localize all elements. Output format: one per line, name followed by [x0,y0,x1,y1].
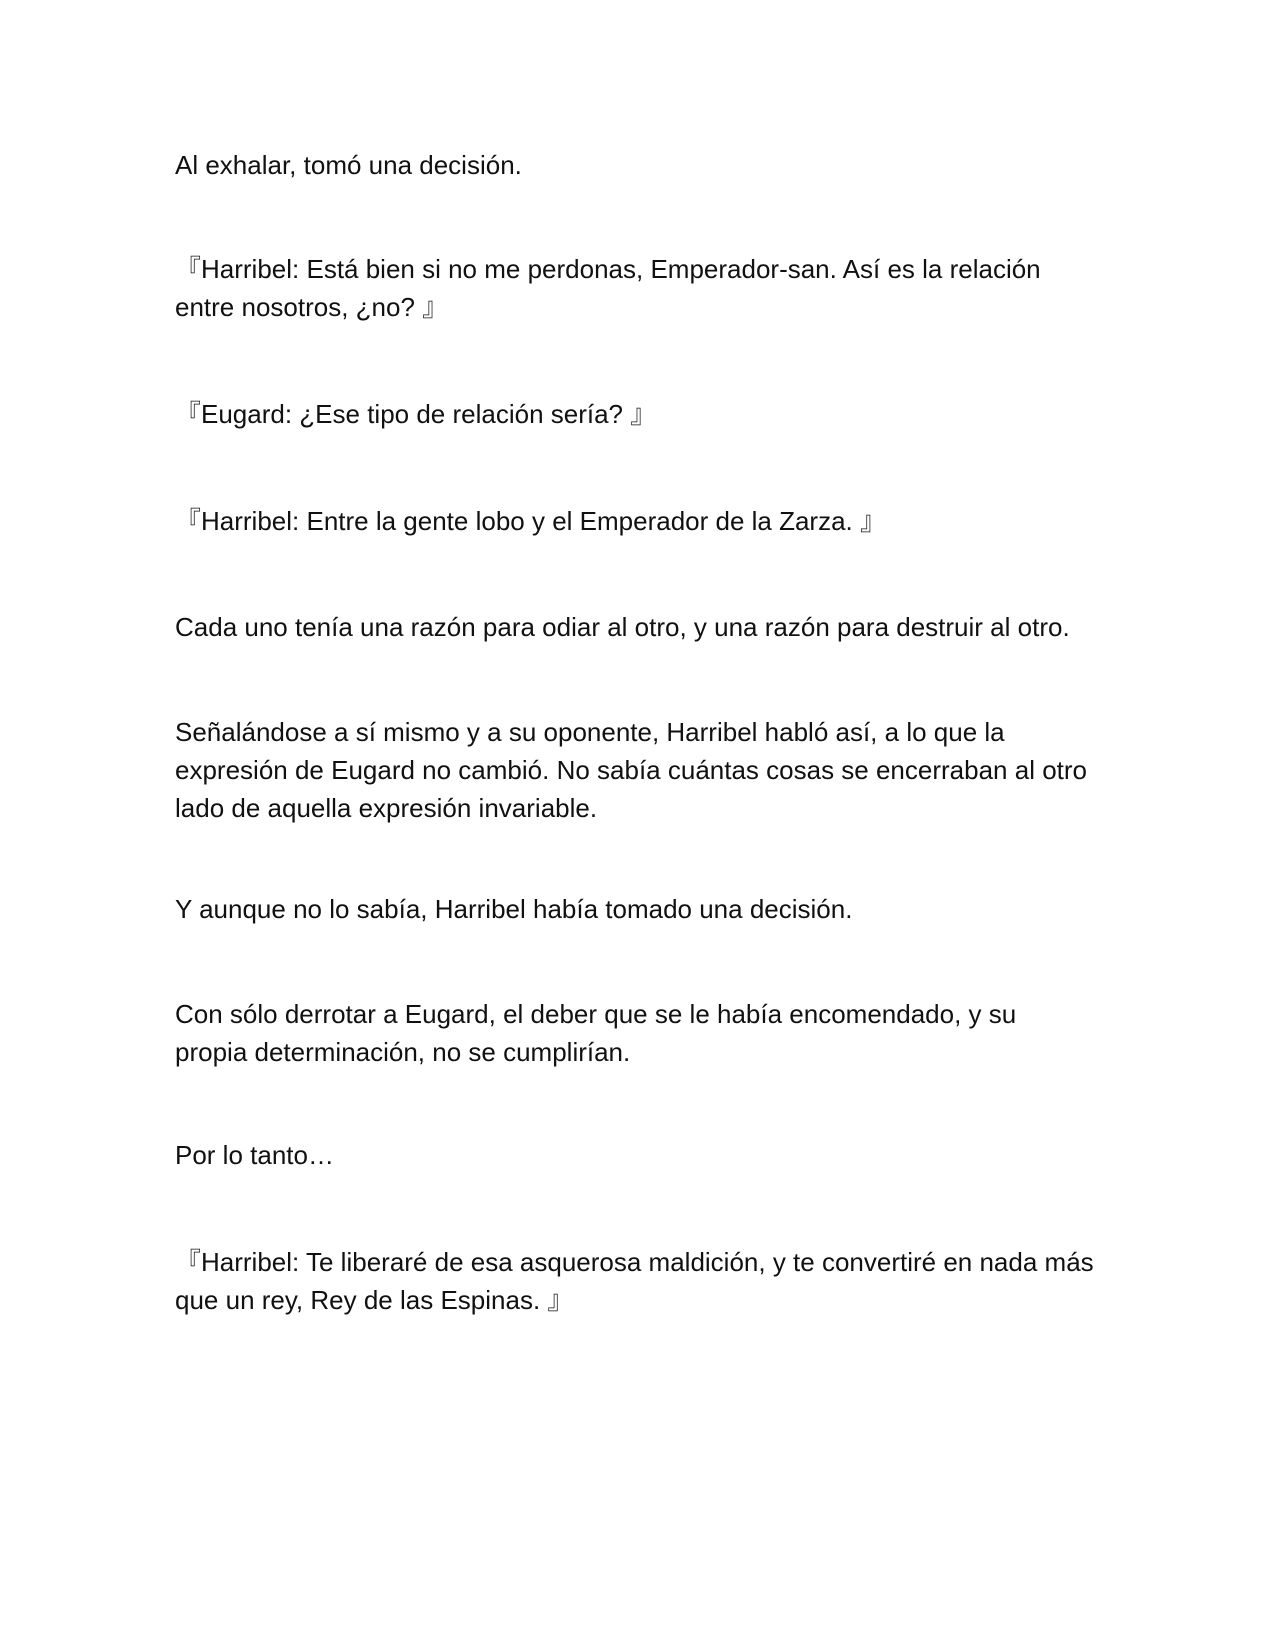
paragraph-6: Señalándose a sí mismo y a su oponente, Harribel habló así, a lo que la expresión de Eugard no cambió. No sabía cuántas cosas se encerraban al otro lado de aquella expresión invariable. [175,717,1087,823]
paragraph-5: Cada uno tenía una razón para odiar al otro, y una razón para destruir al otro. [175,612,1070,642]
paragraph-9: Por lo tanto… [175,1140,334,1170]
paragraph-10-dialogue: 『Harribel: Te liberaré de esa asquerosa maldición, y te convertiré en nada más que un rey, Rey de las Espinas. 』 [175,1247,1094,1315]
paragraph-8: Con sólo derrotar a Eugard, el deber que se le había encomendado, y su propia determinación, no se cumplirían. [175,999,1017,1067]
paragraph-3-dialogue: 『Eugard: ¿Ese tipo de relación sería? 』 [175,399,657,429]
paragraph-1: Al exhalar, tomó una decisión. [175,150,522,180]
paragraph-4-dialogue: 『Harribel: Entre la gente lobo y el Emperador de la Zarza. 』 [175,506,887,536]
paragraph-2-dialogue: 『Harribel: Está bien si no me perdonas, Emperador-san. Así es la relación entre nosotros, ¿no? 』 [175,254,1041,322]
paragraph-7: Y aunque no lo sabía, Harribel había tomado una decisión. [175,894,853,924]
